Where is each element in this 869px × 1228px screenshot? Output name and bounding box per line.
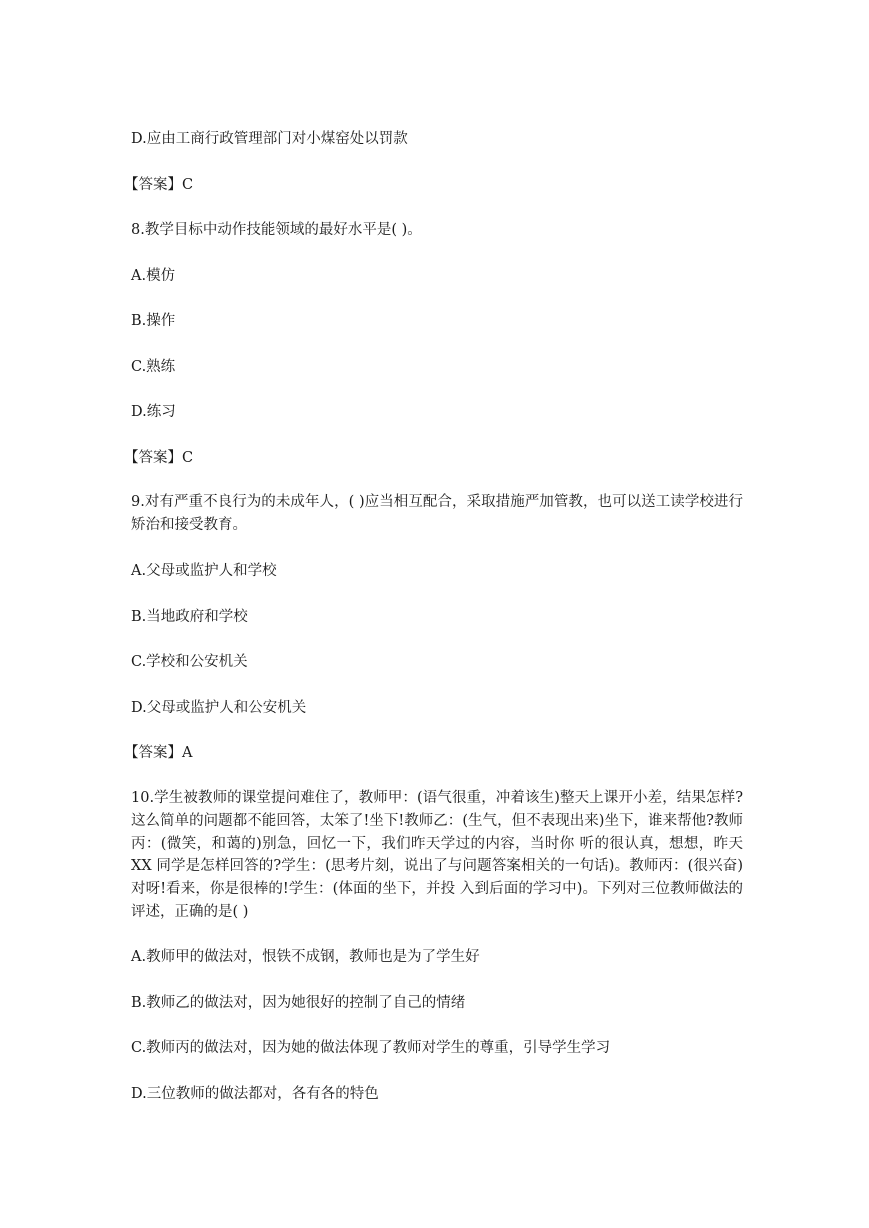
q8-option-a: A.模仿 [131,268,176,284]
q9-answer: 【答案】A [124,745,193,761]
q9-option-d: D.父母或监护人和公安机关 [131,700,307,716]
q9-option-b: B.当地政府和学校 [131,609,248,625]
q10-option-d: D.三位教师的做法都对，各有各的特色 [131,1086,379,1102]
q10-stem: 10.学生被教师的课堂提问难住了，教师甲：(语气很重，冲着该生)整天上课开小差，结果怎样?这么简单的问题都不能回答，太笨了!坐下!教师乙：(生气，但不表现出来)坐下，谁来帮他?教师丙：(微笑，和蔼的)别急，回忆一下，我们昨天学过的内容，当时你 听的很认真，想想，昨天 XX 同学是怎样回答的?学生：(思考片刻，说出了与问题答案相关的一句话)。教师丙：(很兴奋)对呀!看来，你是很棒的!学生：(体面的坐下，并投 入到后面的学习中)。下列对三位教师做法的评述，正确的是( ) [131,790,743,920]
q7-option-d: D.应由工商行政管理部门对小煤窑处以罚款 [131,131,408,147]
q7-answer: 【答案】C [124,177,194,193]
q8-answer: 【答案】C [124,450,194,466]
q9-option-a: A.父母或监护人和学校 [131,563,277,579]
q8-stem: 8.教学目标中动作技能领域的最好水平是( )。 [131,222,422,238]
q8-option-c: C.熟练 [131,359,176,375]
q9-option-c: C.学校和公安机关 [131,654,248,670]
q8-option-b: B.操作 [131,313,176,329]
q10-option-c: C.教师丙的做法对，因为她的做法体现了教师对学生的尊重，引导学生学习 [131,1040,611,1056]
q10-option-a: A.教师甲的做法对，恨铁不成钢，教师也是为了学生好 [131,949,480,965]
q8-option-d: D.练习 [131,404,176,420]
q10-option-b: B.教师乙的做法对，因为她很好的控制了自己的情绪 [131,995,466,1011]
q9-stem: 9.对有严重不良行为的未成年人，( )应当相互配合，采取措施严加管教，也可以送工读学校进行矫治和接受教育。 [131,494,743,533]
